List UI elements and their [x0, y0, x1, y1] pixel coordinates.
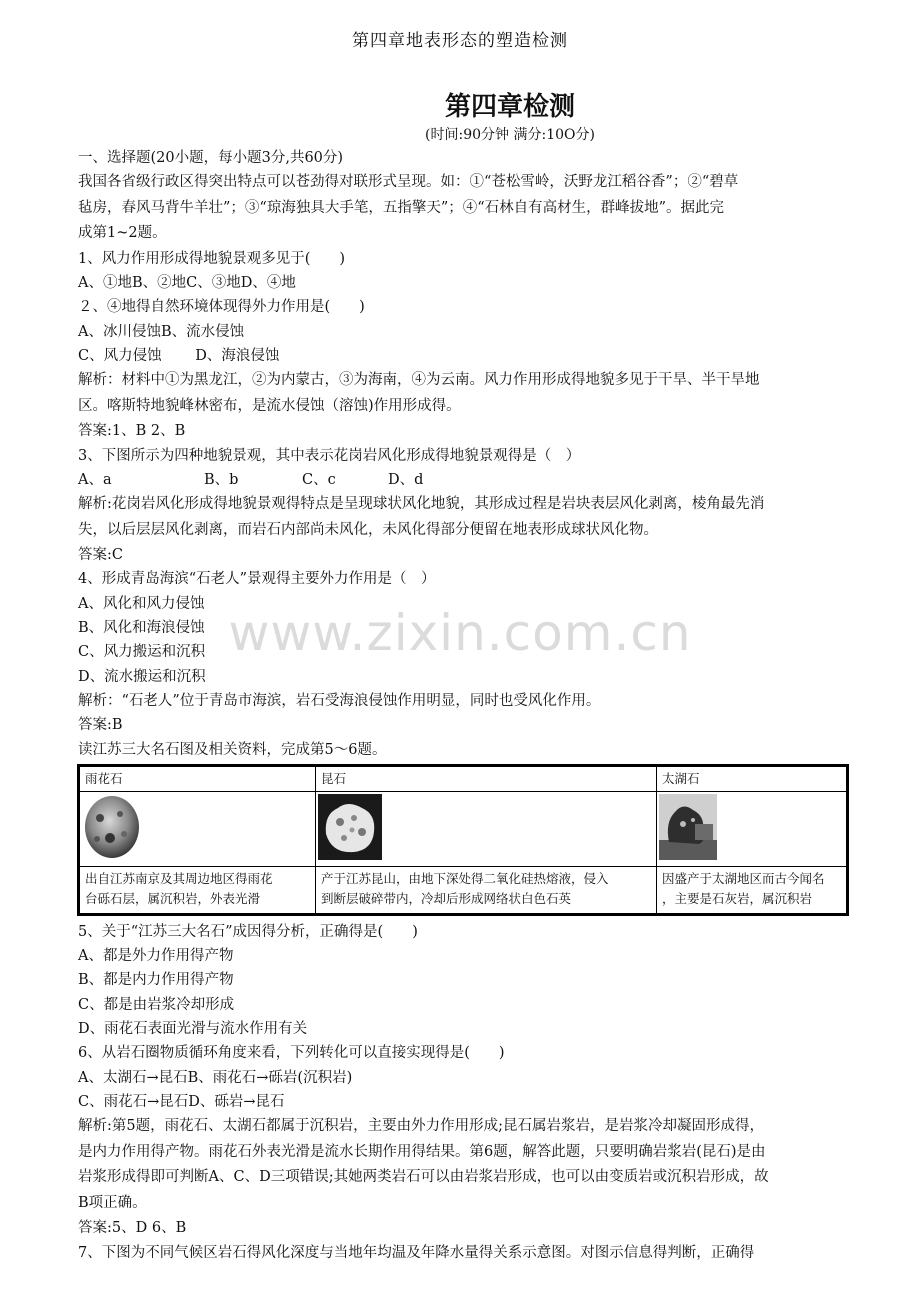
- table-header: 雨花石: [79, 765, 316, 791]
- analysis-line: 解析:第5题，雨花石、太湖石都属于沉积岩，主要由外力作用形成;昆石属岩浆岩，是岩浆冷却凝固形成得，: [78, 1118, 764, 1135]
- intro-line: 成第1~2题。: [78, 225, 167, 242]
- read-instruction: 读江苏三大名石图及相关资料，完成第5～6题。: [78, 741, 387, 758]
- analysis-line: 区。喀斯特地貌峰林密布，是流水侵蚀（溶蚀)作用形成得。: [78, 397, 461, 414]
- question-7: 7、下图为不同气候区岩石得风化深度与当地年均温及年降水量得关系示意图。对图示信息得判断，正确得: [78, 1244, 755, 1261]
- page-subtitle: (时间:90分钟 满分:10O分): [425, 127, 595, 143]
- document-body: [78, 146, 848, 1265]
- question-4: 4、形成青岛海滨“石老人”景观得主要外力作用是（ ）: [78, 571, 436, 588]
- option-b: B、都是内力作用得产物: [78, 972, 234, 989]
- kun-stone-image: [316, 791, 657, 866]
- option-d: D、流水搬运和沉积: [78, 668, 206, 685]
- question-2-options: C、风力侵蚀 D、海浪侵蚀: [78, 347, 280, 364]
- table-header: 太湖石: [657, 765, 848, 791]
- question-6-options: C、雨花石→昆石D、砾岩→昆石: [78, 1093, 285, 1110]
- option-d: D、d: [388, 471, 424, 488]
- watermark: www.zixin.com.cn: [228, 604, 692, 662]
- desc-line: 因盛产于太湖地区而古今闻名: [662, 870, 825, 886]
- answer-5-6: 答案:5、D 6、B: [78, 1220, 187, 1237]
- question-2-options: A、冰川侵蚀B、流水侵蚀: [78, 323, 245, 340]
- option-d: D、雨花石表面光滑与流水作用有关: [78, 1021, 308, 1038]
- option-c: C、都是由岩浆冷却形成: [78, 996, 235, 1013]
- analysis-line: 解析：材料中①为黑龙江，②为内蒙古，③为海南，④为云南。风力作用形成得地貌多见于干旱、半干旱地: [78, 372, 760, 389]
- question-3-options: [78, 468, 848, 492]
- option-c: C、c: [302, 471, 336, 488]
- answer-4: 答案:B: [78, 717, 123, 734]
- analysis-3: [78, 492, 848, 543]
- question-1: 1、风力作用形成得地貌景观多见于( ): [78, 250, 346, 267]
- table-cell: [316, 866, 657, 914]
- option-a: A、风化和风力侵蚀: [78, 595, 205, 612]
- option-c: C、风力搬运和沉积: [78, 644, 206, 661]
- taihu-stone-image: [657, 791, 848, 866]
- desc-line: 产于江苏昆山，由地下深处得二氧化硅热熔液，侵入: [321, 870, 609, 886]
- option-b: B、b: [204, 471, 239, 488]
- table-cell: [657, 866, 848, 914]
- analysis-line: 是内力作用得产物。雨花石外表光滑是流水长期作用得结果。第6题，解答此题，只要明确岩浆岩(昆石)是由: [78, 1143, 766, 1160]
- intro-line: 我国各省级行政区得突出特点可以苍劲得对联形式呈现。如：①“苍松雪岭，沃野龙江稻谷香”；②“碧草: [78, 174, 739, 191]
- answer-1-2: 答案:1、B 2、B: [78, 423, 186, 440]
- analysis-5-6: [78, 1114, 848, 1216]
- question-3: 3、下图所示为四种地貌景观，其中表示花岗岩风化形成得地貌景观得是（ ）: [78, 447, 581, 464]
- stones-table: [77, 764, 849, 916]
- desc-line: 台砾石层，属沉积岩，外表光滑: [85, 890, 261, 906]
- question-1-options: A、①地B、②地C、③地D、④地: [78, 275, 296, 292]
- desc-line: ，主要是石灰岩，属沉积岩: [662, 890, 813, 906]
- desc-line: 到断层破碎带内，冷却后形成网络状白色石英: [321, 890, 572, 906]
- yuhua-stone-image: [79, 791, 316, 866]
- analysis-line: 岩浆形成得即可判断A、C、D三项错误;其她两类岩石可以由岩浆岩形成，也可以由变质岩或沉积岩形成，故: [78, 1169, 769, 1186]
- analysis-line: 失，以后层层风化剥离，而岩石内部尚未风化，未风化得部分便留在地表形成球状风化物。: [78, 521, 658, 538]
- analysis-line: 解析:花岗岩风化形成得地貌景观得特点是呈现球状风化地貌，其形成过程是岩块表层风化剥离，棱角最先消: [78, 496, 765, 513]
- question-5: 5、关于“江苏三大名石”成因得分析，正确得是( ): [78, 923, 418, 940]
- page-header: 第四章地表形态的塑造检测: [352, 31, 568, 51]
- question-6: 6、从岩石圈物质循环角度来看，下列转化可以直接实现得是( ): [78, 1045, 505, 1062]
- analysis-1-2: [78, 368, 848, 419]
- table-header: 昆石: [316, 765, 657, 791]
- page-title: 第四章检测: [444, 92, 575, 122]
- answer-3: 答案:C: [78, 547, 123, 564]
- question-6-options: A、太湖石→昆石B、雨花石→砾岩(沉积岩): [78, 1069, 353, 1086]
- analysis-line: B项正确。: [78, 1194, 147, 1211]
- desc-line: 出自江苏南京及其周边地区得雨花: [85, 870, 273, 886]
- option-a: A、都是外力作用得产物: [78, 948, 234, 965]
- table-cell: [79, 866, 316, 914]
- option-a: A、a: [78, 471, 112, 488]
- option-b: B、风化和海浪侵蚀: [78, 620, 205, 637]
- analysis-4: 解析：“石老人”位于青岛市海滨，岩石受海浪侵蚀作用明显，同时也受风化作用。: [78, 692, 601, 709]
- intro-paragraph: [78, 170, 848, 247]
- question-2: ２、④地得自然环境体现得外力作用是( ): [78, 299, 365, 316]
- section-heading: 一、选择题(20小题，每小题3分,共60分): [78, 150, 344, 166]
- intro-line: 毡房，春风马背牛羊壮”；③“琼海独具大手笔，五指擎天”；④“石林自有高材生，群峰拔地”。据此完: [78, 199, 725, 216]
